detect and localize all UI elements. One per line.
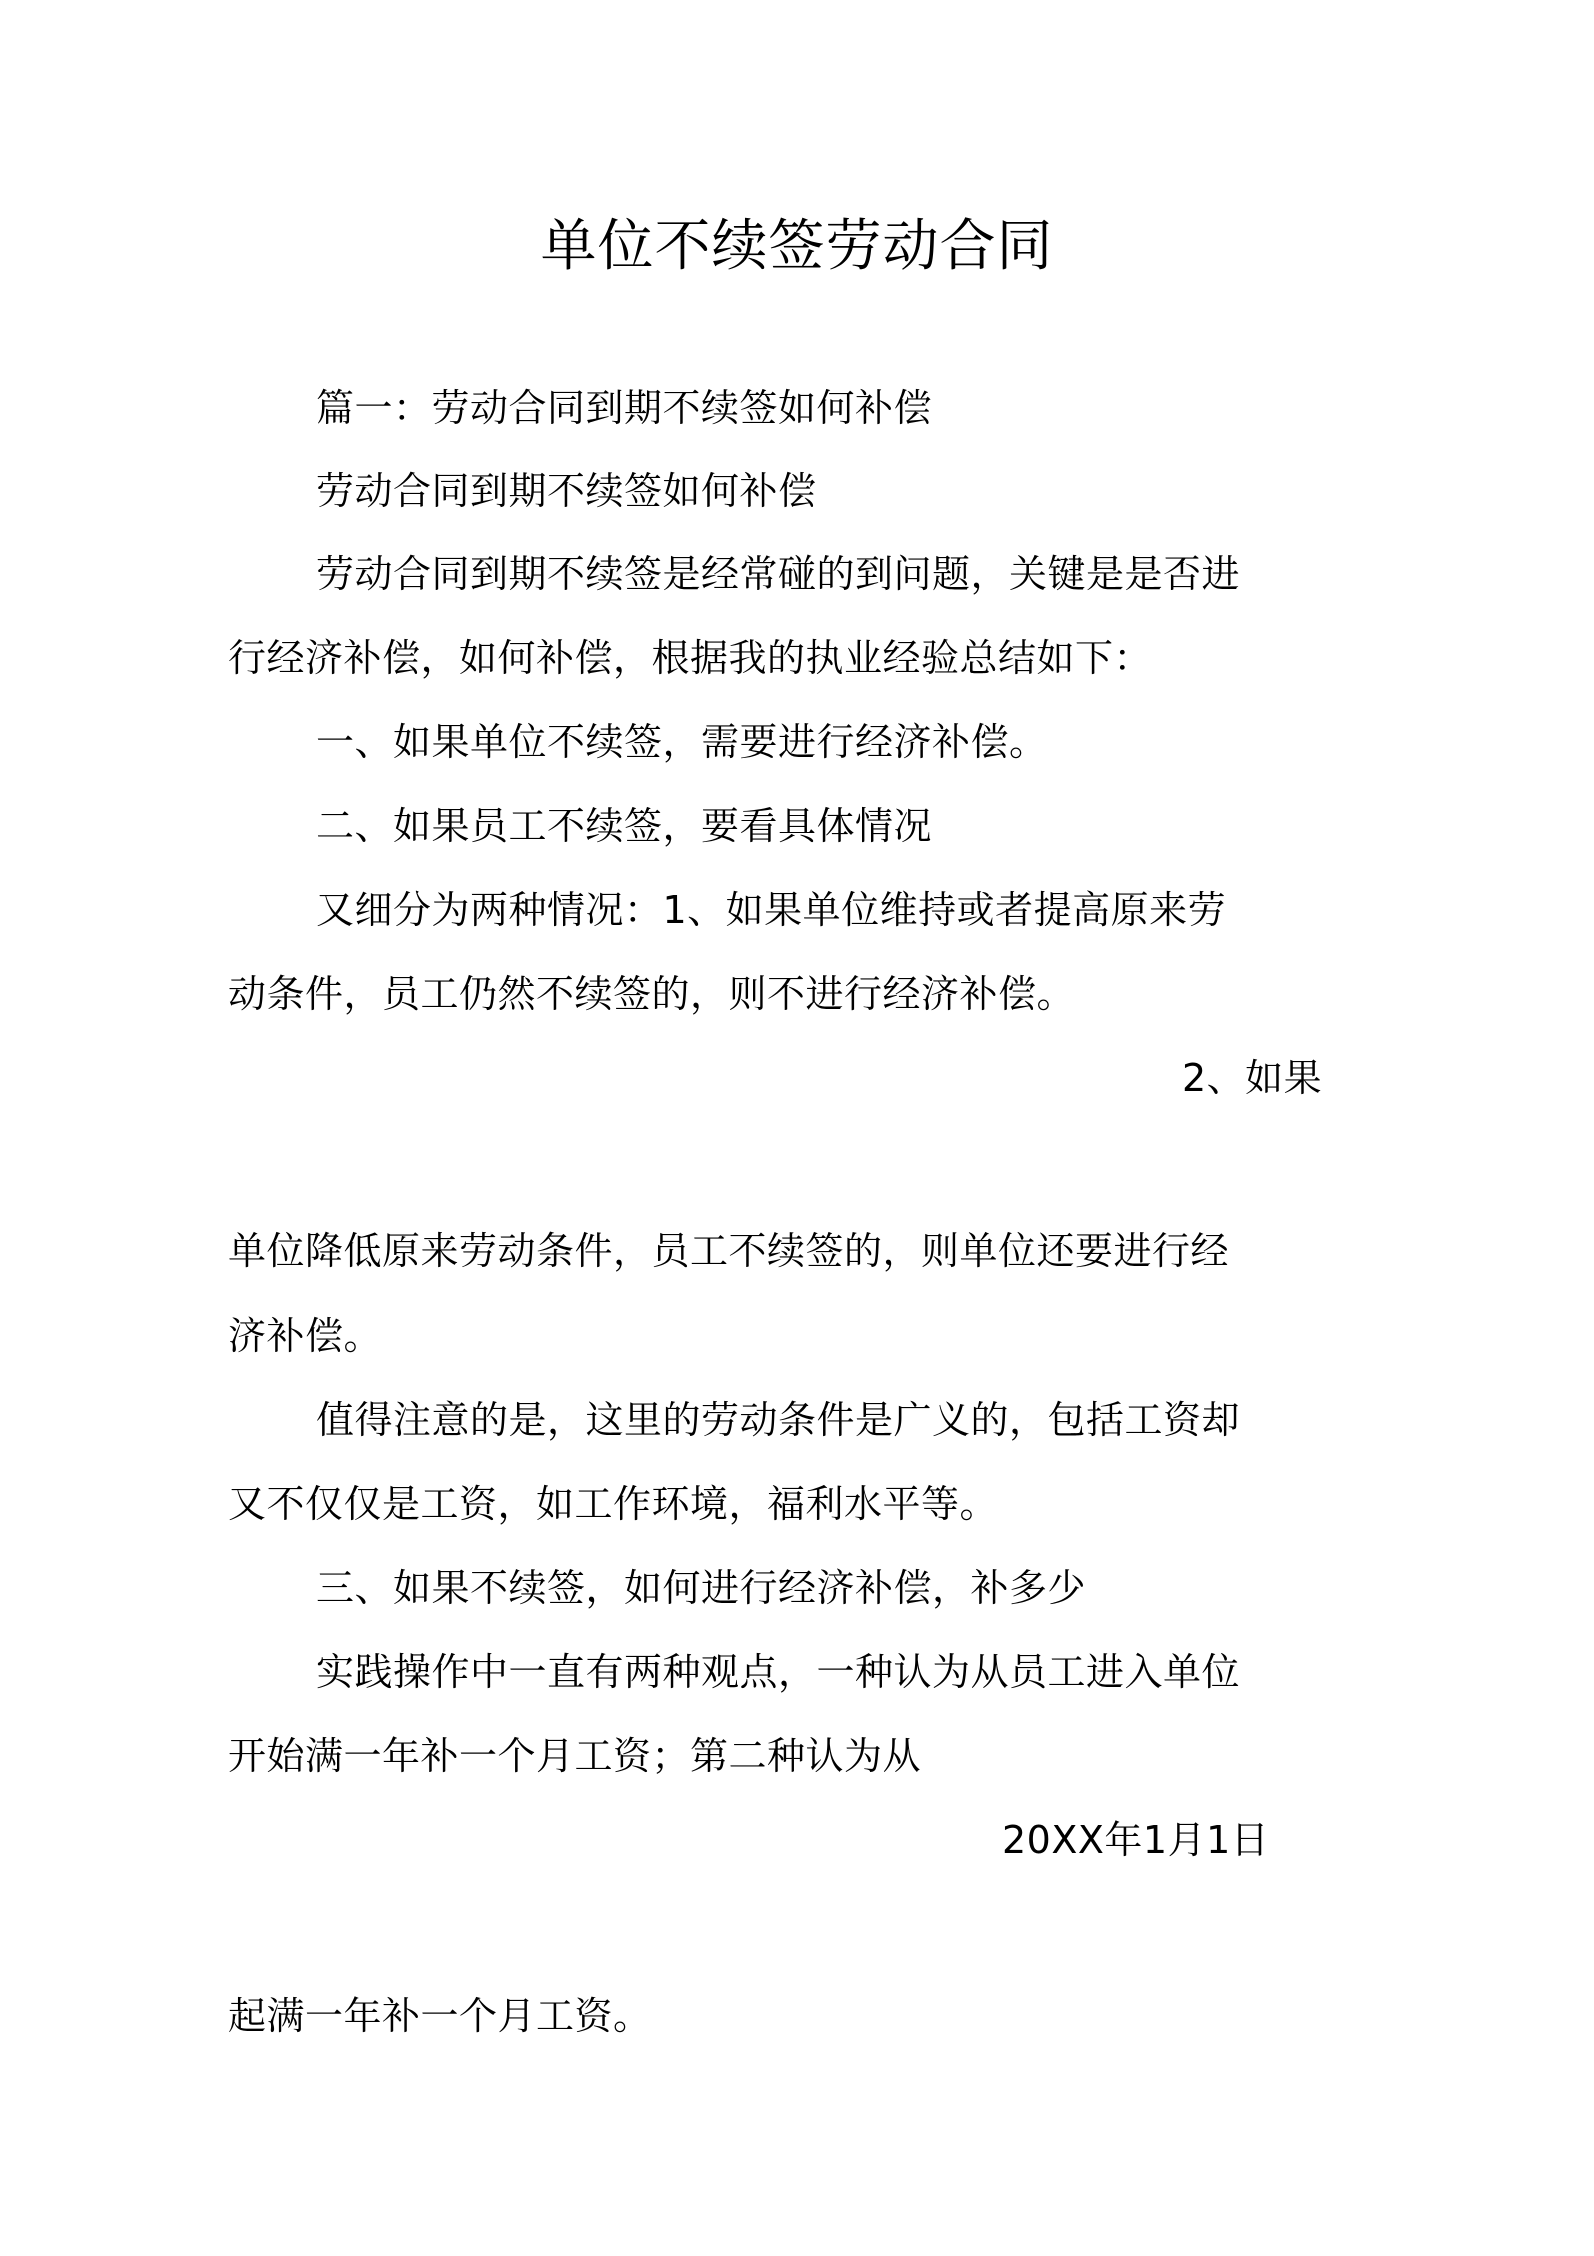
document-title: 单位不续签劳动合同 bbox=[540, 214, 1054, 279]
paragraph-line: 又细分为两种情况：1、如果单位维持或者提高原来劳 bbox=[316, 888, 1227, 932]
paragraph-line: 又不仅仅是工资，如工作环境，福利水平等。 bbox=[228, 1482, 999, 1526]
paragraph-line: 劳动合同到期不续签是经常碰的到问题，关键是是否进 bbox=[316, 552, 1241, 596]
paragraph-line: 一、如果单位不续签，需要进行经济补偿。 bbox=[316, 720, 1048, 764]
paragraph-line: 济补偿。 bbox=[228, 1314, 383, 1358]
paragraph-line: 劳动合同到期不续签如何补偿 bbox=[316, 469, 817, 513]
paragraph-line: 2、如果 bbox=[1182, 1056, 1323, 1100]
paragraph-line: 行经济补偿，如何补偿，根据我的执业经验总结如下： bbox=[228, 636, 1153, 680]
paragraph-line: 单位降低原来劳动条件，员工不续签的，则单位还要进行经 bbox=[228, 1229, 1230, 1273]
paragraph-line: 起满一年补一个月工资。 bbox=[228, 1994, 652, 2038]
paragraph-line: 动条件，员工仍然不续签的，则不进行经济补偿。 bbox=[228, 972, 1076, 1016]
paragraph-line: 20XX年1月1日 bbox=[1002, 1818, 1270, 1862]
paragraph-line: 实践操作中一直有两种观点，一种认为从员工进入单位 bbox=[316, 1650, 1241, 1694]
paragraph-line: 二、如果员工不续签，要看具体情况 bbox=[316, 804, 933, 848]
paragraph-line: 开始满一年补一个月工资；第二种认为从 bbox=[228, 1734, 922, 1778]
paragraph-line: 值得注意的是，这里的劳动条件是广义的，包括工资却 bbox=[316, 1398, 1241, 1442]
paragraph-line: 三、如果不续签，如何进行经济补偿，补多少 bbox=[316, 1566, 1087, 1610]
paragraph-line: 篇一：劳动合同到期不续签如何补偿 bbox=[316, 386, 933, 430]
